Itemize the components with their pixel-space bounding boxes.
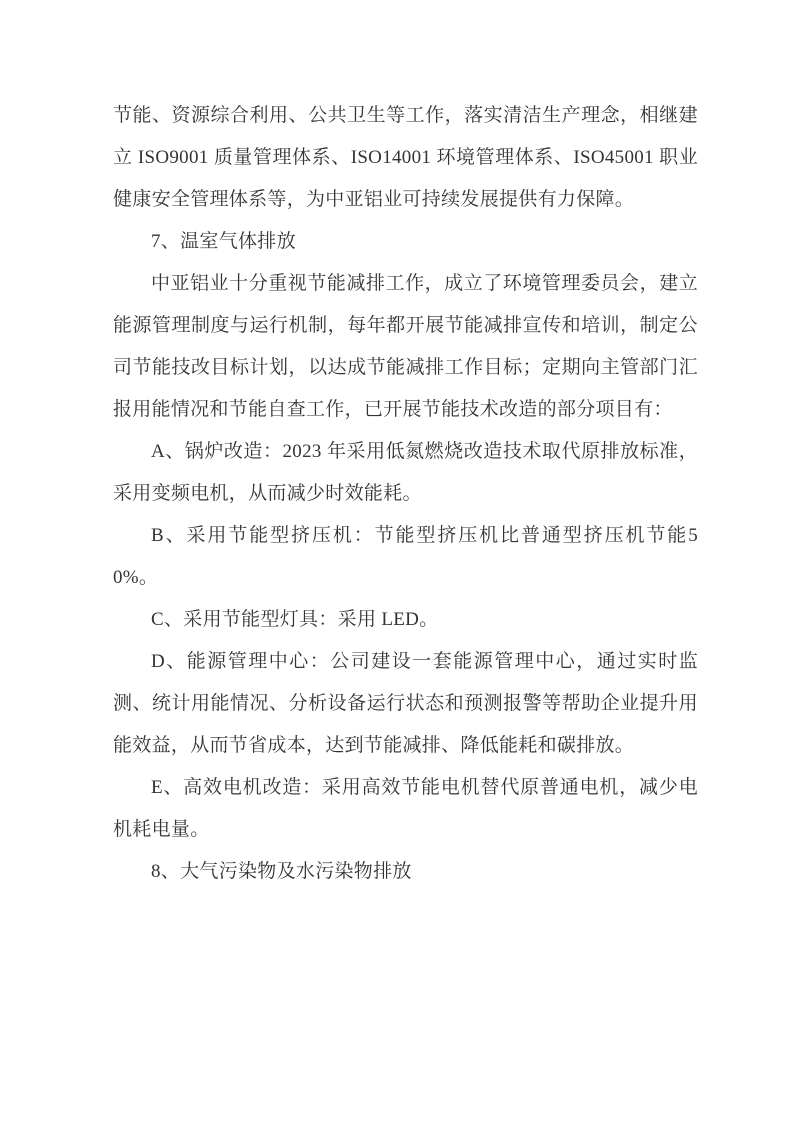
heading-greenhouse-gas-emissions: 7、温室气体排放 [151, 231, 296, 252]
list-item-boiler-retrofit: A、锅炉改造：2023 年采用低氮燃烧改造技术取代原排放标准，采用变频电机，从而减少时效能耗。 [113, 441, 698, 504]
heading-air-water-pollutants: 8、大气污染物及水污染物排放 [151, 861, 412, 882]
list-item-energy-saving-extruder: B、采用节能型挤压机：节能型挤压机比普通型挤压机节能50%。 [113, 525, 698, 588]
list-item-high-efficiency-motor: E、高效电机改造：采用高效节能电机替代原普通电机，减少电机耗电量。 [113, 777, 698, 840]
paragraph-energy-saving-intro: 中亚铝业十分重视节能减排工作，成立了环境管理委员会，建立能源管理制度与运行机制，每年都开展节能减排宣传和培训，制定公司节能技改目标计划，以达成节能减排工作目标；定期向主管部门汇报用能情况和节能自查工作，已开展节能技术改造的部分项目有： [113, 273, 698, 420]
list-item-led-lighting: C、采用节能型灯具：采用 LED。 [151, 609, 439, 630]
list-item-energy-management-center: D、能源管理中心：公司建设一套能源管理中心，通过实时监测、统计用能情况、分析设备运行状态和预测报警等帮助企业提升用能效益，从而节省成本，达到节能减排、降低能耗和碳排放。 [113, 651, 698, 756]
paragraph-management-systems: 节能、资源综合利用、公共卫生等工作，落实清洁生产理念，相继建立 ISO9001 质量管理体系、ISO14001 环境管理体系、ISO45001 职业健康安全管理体系等，为中亚铝业可持续发展提供有力保障。 [113, 105, 698, 210]
